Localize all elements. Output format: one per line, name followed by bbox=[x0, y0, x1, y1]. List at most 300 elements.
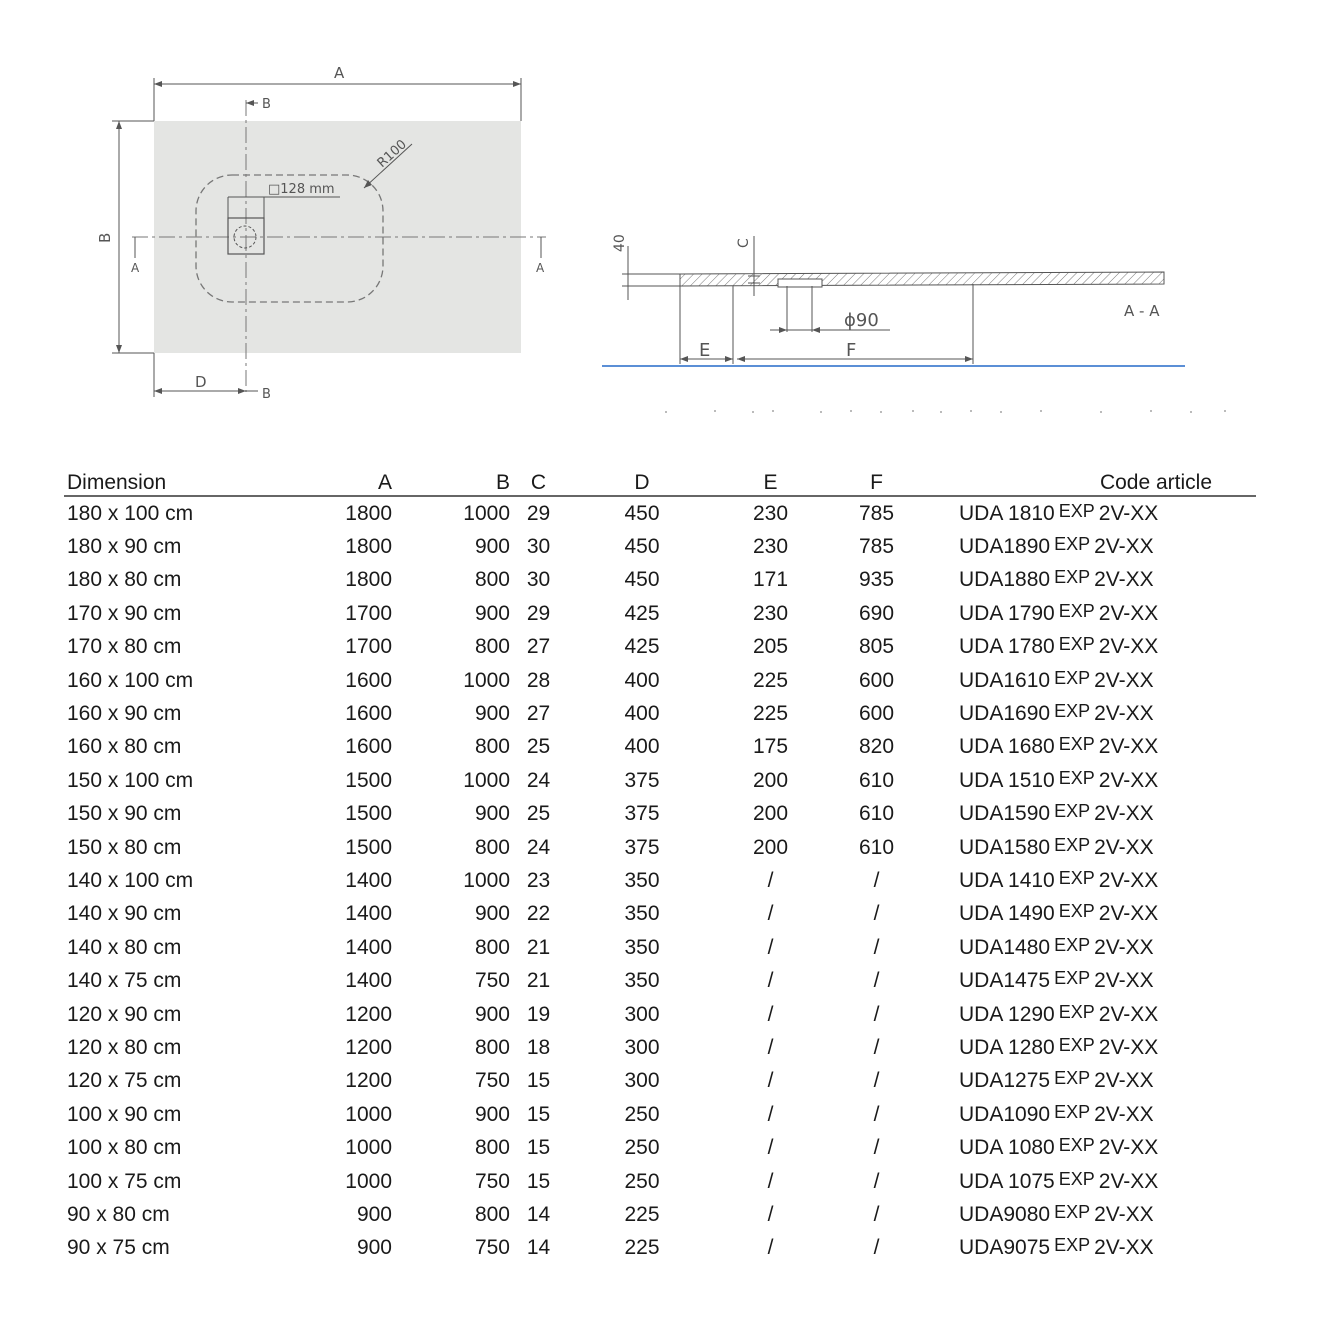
cell-dimension: 120 x 80 cm bbox=[67, 1035, 182, 1059]
dimensions-table-wrapper bbox=[64, 467, 1256, 1265]
cell-b: 800 bbox=[474, 635, 510, 659]
code-prefix: UDA 1680 bbox=[959, 735, 1055, 759]
code-prefix: UDA 1780 bbox=[959, 635, 1055, 659]
cell-d: 300 bbox=[624, 1035, 660, 1059]
cell-dimension: 100 x 75 cm bbox=[67, 1169, 182, 1193]
cell-a: 1700 bbox=[345, 601, 392, 625]
cell-code-article bbox=[929, 1065, 1256, 1098]
cell-f: 610 bbox=[858, 802, 895, 826]
cell-b: 1000 bbox=[463, 768, 510, 792]
cell-e: / bbox=[767, 1136, 774, 1160]
code-prefix: UDA 1075 bbox=[959, 1169, 1055, 1193]
table-row bbox=[64, 564, 1256, 597]
cell-f: / bbox=[873, 1035, 880, 1059]
label-f: F bbox=[846, 340, 857, 361]
cell-e: / bbox=[767, 1236, 774, 1260]
cell-code-article bbox=[929, 831, 1256, 864]
cell-dimension: 180 x 80 cm bbox=[67, 568, 182, 592]
cell-e: / bbox=[767, 1069, 774, 1093]
cell-code-article bbox=[929, 564, 1256, 597]
cell-e: 225 bbox=[752, 668, 789, 692]
dimensions-table bbox=[64, 467, 1256, 1265]
code-exp: EXP bbox=[1058, 734, 1095, 755]
code-prefix: UDA 1280 bbox=[959, 1035, 1055, 1059]
cell-c: 29 bbox=[526, 601, 551, 625]
cell-f: / bbox=[873, 1069, 880, 1093]
cell-code-article bbox=[929, 931, 1256, 964]
cell-b: 750 bbox=[474, 1069, 510, 1093]
marker-a-left: A bbox=[131, 261, 140, 275]
table-row bbox=[64, 1098, 1256, 1131]
cell-dimension: 120 x 75 cm bbox=[67, 1069, 182, 1093]
cell-e: / bbox=[767, 1102, 774, 1126]
cell-dimension: 100 x 80 cm bbox=[67, 1136, 182, 1160]
code-suffix: 2V-XX bbox=[1098, 868, 1159, 892]
code-exp: EXP bbox=[1058, 600, 1095, 621]
cell-a: 1200 bbox=[345, 1002, 392, 1026]
dimension-phi90 bbox=[770, 310, 890, 333]
table-header-row bbox=[64, 467, 1256, 496]
table-row bbox=[64, 764, 1256, 797]
cell-b: 900 bbox=[474, 1102, 510, 1126]
table-row bbox=[64, 597, 1256, 630]
code-exp: EXP bbox=[1054, 1201, 1091, 1222]
cell-d: 375 bbox=[624, 768, 660, 792]
code-suffix: 2V-XX bbox=[1094, 1236, 1154, 1260]
cell-e: / bbox=[767, 1169, 774, 1193]
cell-d: 400 bbox=[624, 735, 660, 759]
cell-dimension: 90 x 80 cm bbox=[67, 1202, 170, 1226]
tray-section bbox=[680, 272, 1164, 286]
cell-b: 750 bbox=[474, 1169, 510, 1193]
code-suffix: 2V-XX bbox=[1098, 768, 1159, 792]
cell-a: 1600 bbox=[345, 702, 392, 726]
table-row bbox=[64, 1165, 1256, 1198]
code-exp: EXP bbox=[1054, 834, 1091, 855]
dimension-40 bbox=[612, 234, 680, 300]
cell-f: / bbox=[873, 1136, 880, 1160]
cell-c: 18 bbox=[526, 1035, 551, 1059]
cell-d: 425 bbox=[624, 635, 660, 659]
cell-c: 19 bbox=[526, 1002, 551, 1026]
cell-code-article bbox=[929, 1131, 1256, 1164]
cell-f: 690 bbox=[858, 601, 895, 625]
cell-dimension: 140 x 90 cm bbox=[67, 902, 182, 926]
cell-dimension: 150 x 90 cm bbox=[67, 802, 182, 826]
code-exp: EXP bbox=[1058, 901, 1095, 922]
cell-a: 1000 bbox=[345, 1102, 392, 1126]
label-d: D bbox=[195, 373, 207, 391]
code-suffix: 2V-XX bbox=[1094, 702, 1154, 726]
code-exp: EXP bbox=[1054, 1235, 1091, 1256]
cell-a: 1600 bbox=[345, 735, 392, 759]
code-suffix: 2V-XX bbox=[1098, 902, 1159, 926]
cell-d: 300 bbox=[624, 1002, 660, 1026]
cell-e: 205 bbox=[752, 635, 789, 659]
cell-dimension: 140 x 100 cm bbox=[67, 868, 194, 892]
cell-c: 15 bbox=[526, 1136, 551, 1160]
code-exp: EXP bbox=[1054, 801, 1091, 822]
cell-code-article bbox=[929, 898, 1256, 931]
cell-f: 600 bbox=[858, 702, 895, 726]
code-exp: EXP bbox=[1058, 1001, 1095, 1022]
cell-a: 1400 bbox=[345, 868, 392, 892]
header-dimension: Dimension bbox=[64, 467, 272, 496]
cell-b: 1000 bbox=[463, 868, 510, 892]
code-suffix: 2V-XX bbox=[1094, 1202, 1154, 1226]
cell-d: 250 bbox=[624, 1169, 660, 1193]
table-row bbox=[64, 964, 1256, 997]
cell-c: 24 bbox=[526, 768, 551, 792]
cell-dimension: 150 x 100 cm bbox=[67, 768, 194, 792]
code-prefix: UDA1475 bbox=[959, 969, 1051, 993]
cell-d: 350 bbox=[624, 902, 660, 926]
cell-e: / bbox=[767, 935, 774, 959]
header-c: C bbox=[510, 467, 567, 496]
cell-dimension: 180 x 90 cm bbox=[67, 535, 182, 559]
table-row bbox=[64, 1232, 1256, 1265]
cell-b: 800 bbox=[474, 1136, 510, 1160]
code-prefix: UDA1590 bbox=[959, 802, 1051, 826]
cell-code-article bbox=[929, 1232, 1256, 1265]
code-exp: EXP bbox=[1054, 934, 1091, 955]
cell-a: 1600 bbox=[345, 668, 392, 692]
table-row bbox=[64, 631, 1256, 664]
cell-d: 450 bbox=[624, 501, 660, 525]
cell-e: 225 bbox=[752, 702, 789, 726]
code-prefix: UDA 1080 bbox=[959, 1136, 1055, 1160]
code-exp: EXP bbox=[1058, 500, 1095, 521]
section-marker-b-top bbox=[246, 97, 271, 112]
cell-f: 610 bbox=[858, 835, 895, 859]
code-exp: EXP bbox=[1054, 667, 1091, 688]
cell-d: 450 bbox=[624, 568, 660, 592]
cell-e: 230 bbox=[752, 601, 789, 625]
cell-d: 400 bbox=[624, 702, 660, 726]
cell-e: 230 bbox=[752, 501, 789, 525]
cell-e: 200 bbox=[752, 835, 789, 859]
cell-a: 1000 bbox=[345, 1169, 392, 1193]
cell-b: 900 bbox=[474, 802, 510, 826]
cell-f: / bbox=[873, 969, 880, 993]
cell-f: / bbox=[873, 868, 880, 892]
cell-c: 14 bbox=[526, 1202, 551, 1226]
table-row bbox=[64, 898, 1256, 931]
cell-dimension: 120 x 90 cm bbox=[67, 1002, 182, 1026]
code-suffix: 2V-XX bbox=[1094, 1069, 1154, 1093]
cell-dimension: 180 x 100 cm bbox=[67, 501, 194, 525]
cell-f: 610 bbox=[858, 768, 895, 792]
cell-dimension: 140 x 75 cm bbox=[67, 969, 182, 993]
cell-d: 425 bbox=[624, 601, 660, 625]
cell-e: 200 bbox=[752, 768, 789, 792]
label-phi90: ϕ90 bbox=[844, 310, 879, 331]
code-suffix: 2V-XX bbox=[1098, 501, 1159, 525]
cell-a: 1200 bbox=[345, 1069, 392, 1093]
code-prefix: UDA1690 bbox=[959, 702, 1051, 726]
cell-c: 30 bbox=[526, 535, 551, 559]
cell-d: 300 bbox=[624, 1069, 660, 1093]
table-row bbox=[64, 697, 1256, 730]
scan-artifacts bbox=[665, 410, 1226, 413]
cell-a: 1500 bbox=[345, 802, 392, 826]
cell-c: 25 bbox=[526, 735, 551, 759]
code-suffix: 2V-XX bbox=[1098, 735, 1159, 759]
marker-a-right: A bbox=[536, 261, 545, 275]
code-suffix: 2V-XX bbox=[1098, 1169, 1159, 1193]
cell-code-article bbox=[929, 631, 1256, 664]
cell-e: / bbox=[767, 1202, 774, 1226]
label-c: C bbox=[736, 238, 752, 248]
cell-a: 1400 bbox=[345, 969, 392, 993]
cell-a: 1500 bbox=[345, 835, 392, 859]
table-row bbox=[64, 931, 1256, 964]
section-marker-a-right bbox=[536, 237, 545, 275]
code-exp: EXP bbox=[1054, 701, 1091, 722]
cell-f: / bbox=[873, 1002, 880, 1026]
cell-e: / bbox=[767, 1035, 774, 1059]
code-prefix: UDA1580 bbox=[959, 835, 1051, 859]
code-prefix: UDA9080 bbox=[959, 1202, 1051, 1226]
cell-f: 785 bbox=[858, 535, 895, 559]
cell-c: 15 bbox=[526, 1102, 551, 1126]
code-exp: EXP bbox=[1058, 1135, 1095, 1156]
code-prefix: UDA 1810 bbox=[959, 501, 1055, 525]
cell-a: 900 bbox=[356, 1236, 392, 1260]
table-row bbox=[64, 831, 1256, 864]
cell-d: 350 bbox=[624, 969, 660, 993]
cell-dimension: 170 x 90 cm bbox=[67, 601, 182, 625]
label-40: 40 bbox=[612, 234, 628, 252]
code-prefix: UDA 1490 bbox=[959, 902, 1055, 926]
table-row bbox=[64, 798, 1256, 831]
code-prefix: UDA1890 bbox=[959, 535, 1051, 559]
code-exp: EXP bbox=[1058, 1034, 1095, 1055]
cell-e: 175 bbox=[752, 735, 789, 759]
cell-code-article bbox=[929, 731, 1256, 764]
cell-b: 900 bbox=[474, 702, 510, 726]
cell-f: / bbox=[873, 1169, 880, 1193]
cell-d: 350 bbox=[624, 935, 660, 959]
table-row bbox=[64, 998, 1256, 1031]
code-exp: EXP bbox=[1054, 567, 1091, 588]
cell-f: 820 bbox=[858, 735, 895, 759]
dimension-c bbox=[736, 236, 760, 296]
plan-view bbox=[96, 64, 546, 402]
cell-a: 1400 bbox=[345, 935, 392, 959]
label-a: A bbox=[334, 64, 345, 82]
cell-f: / bbox=[873, 935, 880, 959]
section-label: A - A bbox=[1124, 302, 1160, 320]
cell-b: 1000 bbox=[463, 501, 510, 525]
cell-code-article bbox=[929, 1165, 1256, 1198]
section-marker-b-bottom bbox=[236, 387, 271, 402]
cell-b: 900 bbox=[474, 601, 510, 625]
cell-dimension: 140 x 80 cm bbox=[67, 935, 182, 959]
code-prefix: UDA 1790 bbox=[959, 601, 1055, 625]
code-prefix: UDA 1510 bbox=[959, 768, 1055, 792]
cell-code-article bbox=[929, 964, 1256, 997]
cell-b: 900 bbox=[474, 902, 510, 926]
code-prefix: UDA1480 bbox=[959, 935, 1051, 959]
cell-f: 805 bbox=[858, 635, 895, 659]
header-f: F bbox=[824, 467, 929, 496]
cell-b: 900 bbox=[474, 535, 510, 559]
label-e: E bbox=[699, 340, 711, 361]
header-e: E bbox=[717, 467, 824, 496]
cell-a: 900 bbox=[356, 1202, 392, 1226]
cell-e: / bbox=[767, 902, 774, 926]
cell-b: 1000 bbox=[463, 668, 510, 692]
table-row bbox=[64, 1198, 1256, 1231]
code-prefix: UDA1880 bbox=[959, 568, 1051, 592]
cell-a: 1500 bbox=[345, 768, 392, 792]
header-b: B bbox=[392, 467, 510, 496]
cell-c: 21 bbox=[526, 935, 551, 959]
code-suffix: 2V-XX bbox=[1098, 1002, 1159, 1026]
cell-b: 750 bbox=[474, 969, 510, 993]
code-prefix: UDA1610 bbox=[959, 668, 1051, 692]
radius-label: R100 bbox=[374, 137, 410, 171]
cell-d: 375 bbox=[624, 835, 660, 859]
cell-c: 24 bbox=[526, 835, 551, 859]
code-suffix: 2V-XX bbox=[1098, 601, 1159, 625]
cell-dimension: 160 x 90 cm bbox=[67, 702, 182, 726]
cell-c: 27 bbox=[526, 702, 551, 726]
header-d: D bbox=[567, 467, 717, 496]
marker-b-bottom: B bbox=[262, 387, 271, 402]
code-exp: EXP bbox=[1054, 968, 1091, 989]
cell-f: / bbox=[873, 1236, 880, 1260]
technical-drawings bbox=[0, 0, 1327, 440]
cell-c: 21 bbox=[526, 969, 551, 993]
cell-code-article bbox=[929, 530, 1256, 563]
section-view bbox=[602, 234, 1226, 413]
cell-b: 800 bbox=[474, 835, 510, 859]
cell-a: 1700 bbox=[345, 635, 392, 659]
header-a: A bbox=[272, 467, 392, 496]
dimension-d bbox=[154, 353, 246, 397]
cell-a: 1400 bbox=[345, 902, 392, 926]
cell-code-article bbox=[929, 697, 1256, 730]
code-suffix: 2V-XX bbox=[1094, 535, 1154, 559]
cell-dimension: 170 x 80 cm bbox=[67, 635, 182, 659]
code-suffix: 2V-XX bbox=[1094, 835, 1154, 859]
cell-f: 935 bbox=[858, 568, 895, 592]
cell-a: 1200 bbox=[345, 1035, 392, 1059]
cell-d: 250 bbox=[624, 1136, 660, 1160]
header-code-article: Code article bbox=[929, 467, 1256, 496]
cell-c: 23 bbox=[526, 868, 551, 892]
cell-code-article bbox=[929, 1031, 1256, 1064]
cell-c: 30 bbox=[526, 568, 551, 592]
cell-code-article bbox=[929, 998, 1256, 1031]
cell-b: 800 bbox=[474, 935, 510, 959]
table-row bbox=[64, 1065, 1256, 1098]
drain-size-label: □128 mm bbox=[268, 182, 335, 197]
cell-b: 800 bbox=[474, 735, 510, 759]
cell-d: 450 bbox=[624, 535, 660, 559]
cell-code-article bbox=[929, 798, 1256, 831]
cell-d: 375 bbox=[624, 802, 660, 826]
code-suffix: 2V-XX bbox=[1098, 1035, 1159, 1059]
code-exp: EXP bbox=[1054, 1101, 1091, 1122]
cell-d: 400 bbox=[624, 668, 660, 692]
code-suffix: 2V-XX bbox=[1094, 802, 1154, 826]
code-exp: EXP bbox=[1054, 534, 1091, 555]
cell-b: 750 bbox=[474, 1236, 510, 1260]
cell-b: 900 bbox=[474, 1002, 510, 1026]
table-row bbox=[64, 530, 1256, 563]
dimension-f bbox=[737, 340, 973, 362]
table-row bbox=[64, 664, 1256, 697]
code-suffix: 2V-XX bbox=[1094, 668, 1154, 692]
cell-code-article bbox=[929, 764, 1256, 797]
cell-code-article bbox=[929, 597, 1256, 630]
cell-f: / bbox=[873, 1202, 880, 1226]
code-suffix: 2V-XX bbox=[1094, 1102, 1154, 1126]
cell-b: 800 bbox=[474, 1035, 510, 1059]
cell-e: / bbox=[767, 969, 774, 993]
cell-dimension: 160 x 100 cm bbox=[67, 668, 194, 692]
dimension-e bbox=[680, 340, 733, 362]
cell-a: 1800 bbox=[345, 535, 392, 559]
table-body bbox=[64, 496, 1256, 1265]
cell-dimension: 90 x 75 cm bbox=[67, 1236, 170, 1260]
cell-code-article bbox=[929, 864, 1256, 897]
cell-c: 15 bbox=[526, 1069, 551, 1093]
cell-c: 25 bbox=[526, 802, 551, 826]
cell-e: / bbox=[767, 1002, 774, 1026]
cell-d: 250 bbox=[624, 1102, 660, 1126]
cell-dimension: 160 x 80 cm bbox=[67, 735, 182, 759]
cell-a: 1000 bbox=[345, 1136, 392, 1160]
cell-b: 800 bbox=[474, 568, 510, 592]
cell-f: / bbox=[873, 1102, 880, 1126]
cell-e: 200 bbox=[752, 802, 789, 826]
code-prefix: UDA1090 bbox=[959, 1102, 1051, 1126]
code-exp: EXP bbox=[1058, 767, 1095, 788]
code-exp: EXP bbox=[1058, 1168, 1095, 1189]
cell-dimension: 150 x 80 cm bbox=[67, 835, 182, 859]
cell-a: 1800 bbox=[345, 568, 392, 592]
code-exp: EXP bbox=[1058, 634, 1095, 655]
code-prefix: UDA 1410 bbox=[959, 868, 1055, 892]
code-prefix: UDA9075 bbox=[959, 1236, 1051, 1260]
code-suffix: 2V-XX bbox=[1098, 1136, 1159, 1160]
cell-dimension: 100 x 90 cm bbox=[67, 1102, 182, 1126]
dimension-a bbox=[154, 64, 521, 121]
table-row bbox=[64, 496, 1256, 530]
code-exp: EXP bbox=[1058, 867, 1095, 888]
cell-code-article bbox=[929, 664, 1256, 697]
code-suffix: 2V-XX bbox=[1098, 635, 1159, 659]
code-prefix: UDA1275 bbox=[959, 1069, 1051, 1093]
cell-c: 14 bbox=[526, 1236, 551, 1260]
marker-b-top: B bbox=[262, 97, 271, 112]
cell-a: 1800 bbox=[345, 501, 392, 525]
code-suffix: 2V-XX bbox=[1094, 935, 1154, 959]
table-row bbox=[64, 1031, 1256, 1064]
cell-c: 15 bbox=[526, 1169, 551, 1193]
table-row bbox=[64, 1131, 1256, 1164]
cell-d: 350 bbox=[624, 868, 660, 892]
code-exp: EXP bbox=[1054, 1068, 1091, 1089]
code-suffix: 2V-XX bbox=[1094, 969, 1154, 993]
cell-c: 28 bbox=[526, 668, 551, 692]
table-row bbox=[64, 864, 1256, 897]
drain-opening bbox=[778, 279, 822, 287]
